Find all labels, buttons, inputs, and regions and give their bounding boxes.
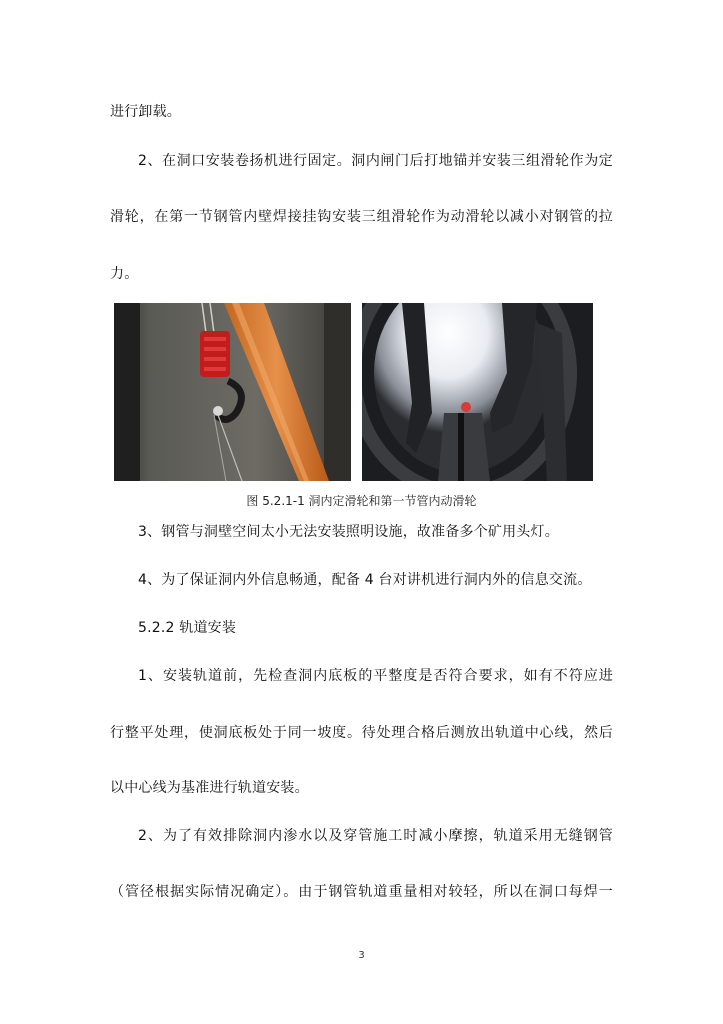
page-number: 3 <box>358 950 365 961</box>
paragraph-line: 进行卸载。 <box>110 104 181 120</box>
paragraph-line: 以中心线为基准进行轨道安装。 <box>110 780 309 796</box>
paragraph-line: （管径根据实际情况确定）。由于钢管轨道重量相对较轻，所以在洞口每焊一 <box>110 884 613 900</box>
paragraph-line: 3、钢管与洞壁空间太小无法安装照明设施，故准备多个矿用头灯。 <box>138 524 559 540</box>
paragraph-line: 滑轮，在第一节钢管内壁焊接挂钩安装三组滑轮作为动滑轮以减小对钢管的拉 <box>110 209 613 225</box>
paragraph-line: 2、为了有效排除洞内渗水以及穿管施工时减小摩擦，轨道采用无缝钢管 <box>138 828 613 844</box>
paragraph-line: 2、在洞口安装卷扬机进行固定。洞内闸门后打地锚并安装三组滑轮作为定 <box>138 153 613 169</box>
moving-pulley-photo <box>362 303 593 481</box>
section-heading: 5.2.2 轨道安装 <box>138 620 237 636</box>
paragraph-line: 行整平处理，使洞底板处于同一坡度。待处理合格后测放出轨道中心线，然后 <box>110 725 613 741</box>
fixed-pulley-photo <box>114 303 351 481</box>
paragraph-line: 1、安装轨道前，先检查洞内底板的平整度是否符合要求，如有不符应进 <box>138 668 613 684</box>
figure-caption: 图 5.2.1-1 洞内定滑轮和第一节管内动滑轮 <box>246 494 477 508</box>
paragraph-line: 力。 <box>110 266 139 282</box>
paragraph-line: 4、为了保证洞内外信息畅通，配备 4 台对讲机进行洞内外的信息交流。 <box>138 572 592 588</box>
